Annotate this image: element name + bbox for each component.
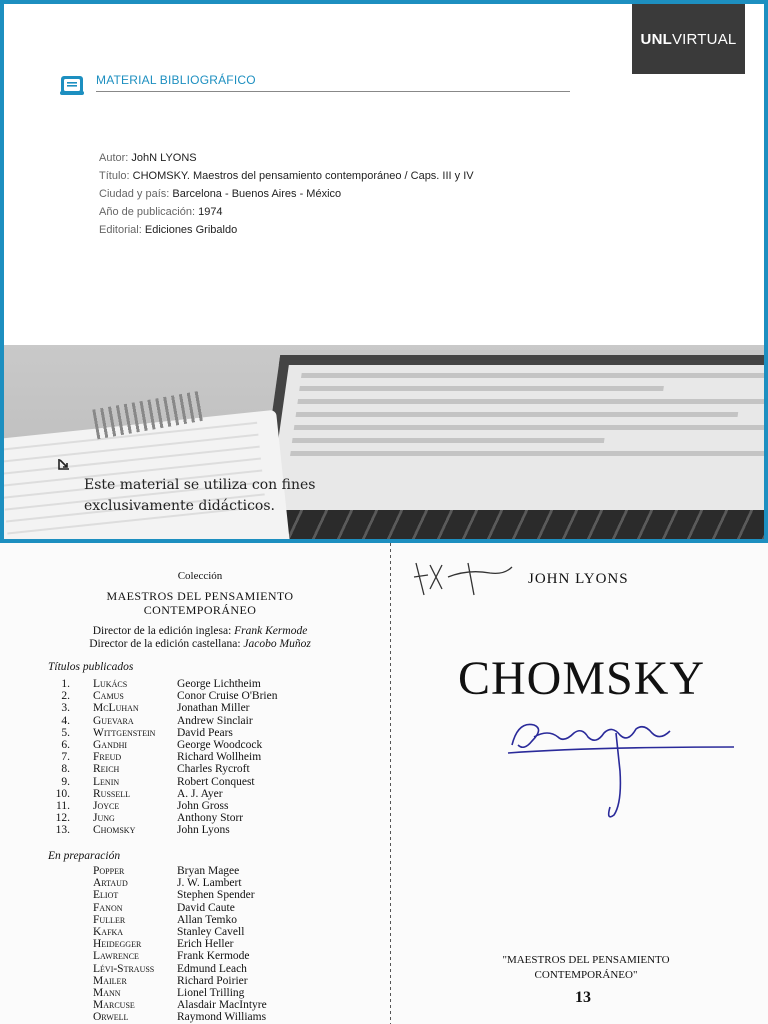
published-title-row — [40, 824, 340, 836]
published-title-row — [40, 776, 340, 788]
author-name: J. W. Lambert — [177, 877, 242, 890]
preparation-title-row — [40, 926, 340, 938]
arrow-down-right-icon — [58, 458, 70, 470]
meta-title: Título: CHOMSKY. Maestros del pensamiento contemporáneo / Caps. III y IV — [99, 170, 474, 182]
series-name: "MAESTROS DEL PENSAMIENTO CONTEMPORÁNEO" — [502, 954, 670, 981]
preparation-title-row — [40, 902, 340, 914]
section-divider — [96, 91, 570, 92]
published-title-row — [40, 727, 340, 739]
author-name: Edmund Leach — [177, 962, 247, 975]
published-title-row — [40, 678, 340, 690]
author-name: John Gross — [177, 800, 229, 812]
meta-publisher: Editorial: Ediciones Gribaldo — [99, 224, 238, 236]
author-name: Jonathan Miller — [177, 702, 250, 715]
subject-name: Marcuse — [93, 999, 135, 1012]
author-name: A. J. Ayer — [177, 787, 223, 800]
subject-name: Orwell — [93, 1011, 129, 1024]
subject-name: Freud — [93, 751, 122, 764]
published-heading: Títulos publicados — [48, 661, 134, 673]
author-name: Conor Cruise O'Brien — [177, 690, 278, 703]
subject-name: Fuller — [93, 913, 126, 926]
author-name: Richard Poirier — [177, 974, 248, 987]
subject-name: Chomsky — [93, 824, 136, 837]
title-number: 11. — [56, 800, 70, 812]
published-title-row — [40, 739, 340, 751]
subject-name: Russell — [93, 787, 131, 800]
preparation-title-row — [40, 914, 340, 926]
author-name: John Lyons — [177, 824, 230, 837]
handwritten-signature — [504, 711, 744, 823]
preparation-title-row — [40, 963, 340, 975]
laptop-screen — [258, 355, 764, 515]
author-name: Anthony Storr — [177, 812, 244, 825]
author-name: David Caute — [177, 901, 235, 914]
author-name: Bryan Magee — [177, 865, 240, 877]
title-number: 13. — [55, 824, 70, 837]
preparation-title-row — [40, 889, 340, 901]
directors: Director de la edición inglesa: Frank Kermode Director de la edición castellana: Jacobo Muñoz — [89, 625, 311, 650]
subject-name: Lawrence — [93, 950, 139, 963]
subject-name: Mann — [93, 987, 121, 999]
title-number: 12. — [55, 812, 70, 825]
subject-name: Lukács — [93, 678, 128, 690]
published-title-row — [40, 751, 340, 763]
author-name: Stanley Cavell — [177, 926, 245, 938]
author-name: Frank Kermode — [177, 950, 250, 963]
title-number: 4. — [61, 714, 70, 727]
published-title-row — [40, 763, 340, 775]
title-number: 2. — [61, 690, 70, 703]
preparation-title-row — [40, 865, 340, 877]
author-name: Erich Heller — [177, 938, 234, 951]
preparation-title-row — [40, 950, 340, 962]
title-number: 1. — [61, 678, 70, 690]
title-number: 3. — [61, 702, 70, 715]
subject-name: Gandhi — [93, 739, 128, 751]
title-number: 7. — [61, 751, 70, 764]
subject-name: Camus — [93, 690, 124, 703]
subject-name: Lévi-Strauss — [93, 962, 155, 975]
subject-name: Reich — [93, 763, 120, 776]
bibliographic-metadata — [99, 149, 474, 239]
scanned-book-pages — [0, 543, 768, 1024]
title-number: 6. — [61, 739, 70, 751]
subject-name: Joyce — [93, 800, 120, 812]
page-fold — [390, 543, 391, 1024]
subject-name: Jung — [93, 812, 115, 825]
book-author: JOHN LYONS — [528, 571, 629, 587]
published-title-row — [40, 800, 340, 812]
published-title-row — [40, 690, 340, 702]
author-name: Allan Temko — [177, 913, 237, 926]
subject-name: Guevara — [93, 714, 134, 727]
title-number: 8. — [61, 763, 70, 776]
book-title: CHOMSKY — [458, 652, 706, 705]
author-name: George Lichtheim — [177, 678, 261, 690]
subject-name: Wittgenstein — [93, 726, 156, 739]
subject-name: Fanon — [93, 901, 123, 914]
preparation-title-row — [40, 1011, 340, 1023]
handwritten-mark — [408, 555, 518, 599]
author-name: Andrew Sinclair — [177, 714, 253, 727]
title-number: 10. — [55, 787, 70, 800]
meta-year: Año de publicación: 1974 — [99, 206, 223, 218]
author-name: David Pears — [177, 726, 233, 739]
author-name: Stephen Spender — [177, 889, 255, 902]
subject-name: Eliot — [93, 889, 119, 902]
subject-name: McLuhan — [93, 702, 139, 715]
preparation-title-row — [40, 975, 340, 987]
author-name: George Woodcock — [177, 739, 263, 751]
published-title-row — [40, 788, 340, 800]
author-name: Lionel Trilling — [177, 987, 245, 999]
published-title-row — [40, 812, 340, 824]
preparation-title-row — [40, 987, 340, 999]
title-number: 5. — [61, 726, 70, 739]
section-title: MATERIAL BIBLIOGRÁFICO — [96, 73, 256, 87]
published-title-row — [40, 715, 340, 727]
page-number: 13 — [575, 989, 591, 1006]
subject-name: Kafka — [93, 926, 124, 938]
title-number: 9. — [61, 775, 70, 788]
didactic-use-caption: Este material se utiliza con fines exclusivamente didácticos. — [84, 477, 316, 514]
collection-title: MAESTROS DEL PENSAMIENTO CONTEMPORÁNEO — [106, 589, 294, 617]
subject-name: Lenin — [93, 775, 120, 788]
meta-city: Ciudad y país: Barcelona - Buenos Aires - México — [99, 188, 342, 200]
meta-author: Autor: JohN LYONS — [99, 152, 197, 164]
preparation-title-row — [40, 938, 340, 950]
author-name: Richard Wollheim — [177, 751, 262, 764]
subject-name: Heidegger — [93, 938, 142, 951]
subject-name: Popper — [93, 865, 125, 877]
author-name: Robert Conquest — [177, 775, 255, 788]
subject-name: Artaud — [93, 877, 128, 890]
author-name: Alasdair MacIntyre — [177, 999, 267, 1012]
book-icon — [58, 70, 88, 100]
unl-virtual-logo: UNL VIRTUAL — [632, 4, 745, 74]
coleccion-label: Colección — [177, 570, 223, 582]
banner-photo — [4, 345, 764, 543]
author-name: Raymond Williams — [177, 1011, 267, 1024]
published-title-row — [40, 702, 340, 714]
author-name: Charles Rycroft — [177, 763, 250, 776]
preparation-title-row — [40, 999, 340, 1011]
preparation-title-row — [40, 877, 340, 889]
preparation-heading: En preparación — [48, 850, 121, 862]
subject-name: Mailer — [93, 974, 127, 987]
